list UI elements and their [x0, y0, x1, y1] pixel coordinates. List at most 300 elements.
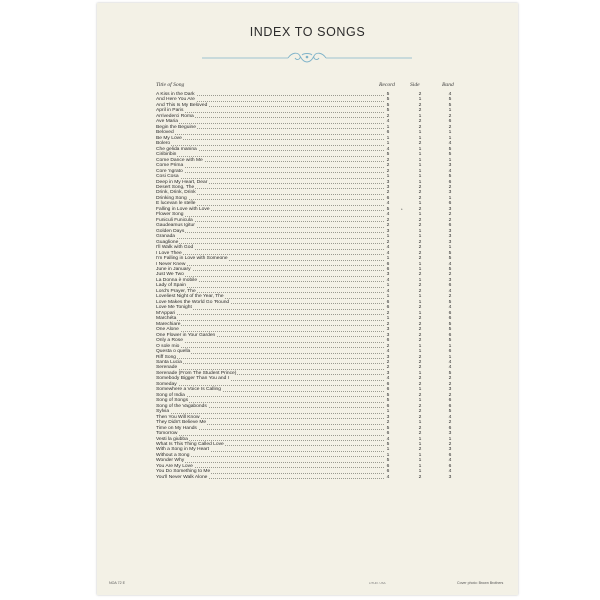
record-number: 2 [386, 359, 390, 365]
side-number: 2 [418, 108, 422, 114]
side-number: 1 [418, 420, 422, 426]
song-title: Come Dance with Me [156, 157, 203, 163]
band-number: 2 [448, 184, 452, 190]
record-number: 2 [386, 343, 390, 349]
leader-dots [156, 156, 384, 157]
side-number: 2 [418, 376, 422, 382]
band-number: 6 [448, 349, 452, 355]
band-number: 3 [448, 190, 452, 196]
leader-dots [156, 325, 384, 326]
band-number: 2 [448, 442, 452, 447]
band-number: 1 [448, 245, 452, 251]
leader-dots [156, 243, 384, 244]
song-title: M'Appari [156, 310, 176, 316]
band-number: 6 [448, 403, 452, 409]
side-number: 1 [418, 436, 422, 442]
record-number: 4 [386, 212, 390, 218]
leader-dots [156, 402, 384, 403]
song-title: With a Song in My Heart [156, 447, 210, 453]
song-title: Only a Rose [156, 338, 183, 344]
band-number: 1 [448, 157, 452, 163]
record-number: 1 [386, 294, 390, 300]
song-title: Santa Lucia [156, 359, 182, 365]
side-number: 2 [418, 245, 422, 251]
band-number: 6 [448, 332, 452, 338]
song-title: Funiculi Funicula [156, 217, 193, 223]
side-number: 2 [418, 409, 422, 415]
side-number: 1 [418, 157, 422, 163]
band-number: 6 [448, 310, 452, 316]
record-number: 5 [386, 108, 390, 114]
record-number: 1 [386, 452, 390, 458]
song-title: Serenade (From The Student Prince) [156, 370, 237, 376]
band-number: 6 [448, 119, 452, 125]
band-number: 4 [448, 168, 452, 174]
leader-dots [156, 435, 384, 436]
song-title: April in Paris [156, 108, 184, 114]
side-number: 1 [418, 228, 422, 234]
record-number: 3 [386, 179, 390, 185]
song-title: Marechiare [156, 321, 181, 327]
column-header-side: Side [410, 82, 420, 88]
band-number: 6 [448, 179, 452, 185]
song-title: Somebody Bigger Than You and I [156, 376, 230, 382]
record-number: 2 [386, 113, 390, 119]
record-number: 3 [386, 272, 390, 278]
band-number: 2 [448, 113, 452, 119]
band-number: 6 [448, 452, 452, 458]
side-number: 1 [418, 130, 422, 136]
side-number: 1 [418, 469, 422, 475]
record-number: 1 [386, 409, 390, 415]
side-number: 1 [418, 370, 422, 376]
band-number: 3 [448, 206, 452, 212]
song-title: Begin the Beguine [156, 124, 196, 130]
song-title: Falling in Love with Love [156, 206, 210, 212]
leader-dots [156, 254, 384, 255]
song-title: Serenade [156, 365, 178, 371]
leader-dots [156, 358, 384, 359]
side-number: 2 [418, 102, 422, 108]
leader-dots [156, 112, 384, 113]
record-number: 2 [386, 163, 390, 169]
side-number: 1 [418, 168, 422, 174]
record-number: 4 [386, 119, 390, 125]
side-number: 2 [418, 223, 422, 229]
leader-dots [156, 134, 384, 135]
side-number: 2 [418, 316, 422, 322]
side-number: 2 [418, 141, 422, 147]
record-number: 6 [386, 469, 390, 475]
side-number: 1 [418, 179, 422, 185]
side-number: 2 [418, 414, 422, 420]
record-number: 6 [386, 195, 390, 201]
record-number: 4 [386, 376, 390, 382]
band-number: 4 [448, 288, 452, 294]
side-number: 1 [418, 349, 422, 355]
side-number: 1 [418, 343, 422, 349]
band-number: 3 [448, 228, 452, 234]
band-number: 4 [448, 359, 452, 365]
band-number: 5 [448, 97, 452, 103]
band-number: 5 [448, 152, 452, 158]
song-title: Sylvia [156, 409, 170, 415]
band-number: 5 [448, 321, 452, 327]
record-number: 5 [386, 425, 390, 431]
band-number: 6 [448, 425, 452, 431]
side-number: 2 [418, 425, 422, 431]
side-number: 2 [418, 338, 422, 344]
side-number: 2 [418, 431, 422, 437]
side-number: 2 [418, 321, 422, 327]
leader-dots [156, 369, 384, 370]
song-title: Che gelida manina [156, 146, 197, 152]
band-number: 1 [448, 343, 452, 349]
side-number: 2 [418, 474, 422, 480]
record-number: 3 [386, 184, 390, 190]
side-number: 2 [418, 403, 422, 409]
song-title: Drink, Drink, Drink [156, 190, 196, 196]
band-number: 1 [448, 135, 452, 141]
record-number: 4 [386, 146, 390, 152]
side-number: 1 [418, 212, 422, 218]
band-number: 1 [448, 195, 452, 201]
leader-dots [156, 265, 384, 266]
song-title: I Never Knew [156, 261, 186, 267]
band-number: 2 [448, 212, 452, 218]
band-number: 4 [448, 458, 452, 464]
record-number: 4 [386, 288, 390, 294]
side-number: 2 [418, 206, 422, 212]
song-title: You Do Something to Me [156, 469, 211, 475]
leader-dots [156, 238, 384, 239]
record-number: 5 [386, 442, 390, 447]
side-number: 2 [418, 250, 422, 256]
band-number: 5 [448, 338, 452, 344]
side-number: 2 [418, 283, 422, 289]
band-number: 2 [448, 217, 452, 223]
column-header-band: Band [442, 82, 454, 88]
side-number: 1 [418, 97, 422, 103]
side-number: 2 [418, 217, 422, 223]
song-title: Ave Maria [156, 119, 178, 125]
record-number: 3 [386, 414, 390, 420]
song-title: Love Makes the World Go 'Round [156, 299, 230, 305]
side-number: 2 [418, 239, 422, 245]
band-number: 3 [448, 239, 452, 245]
side-number: 1 [418, 174, 422, 180]
record-number: 6 [386, 431, 390, 437]
record-number: 5 [386, 398, 390, 404]
band-number: 2 [448, 272, 452, 278]
band-number: 5 [448, 370, 452, 376]
side-number: 1 [418, 152, 422, 158]
side-number: 1 [418, 299, 422, 305]
song-title: Guaglione [156, 239, 179, 245]
side-number: 1 [418, 277, 422, 283]
band-number: 3 [448, 387, 452, 393]
record-number: 1 [386, 447, 390, 453]
band-number: 2 [448, 294, 452, 300]
record-number: 2 [386, 420, 390, 426]
record-number: 1 [386, 234, 390, 240]
leader-dots [156, 216, 384, 217]
side-number: 2 [418, 256, 422, 262]
record-number: 3 [386, 354, 390, 360]
record-number: 1 [386, 141, 390, 147]
record-number: 2 [386, 310, 390, 316]
side-number: 1 [418, 146, 422, 152]
band-number: 3 [448, 234, 452, 240]
side-number: 2 [418, 190, 422, 196]
record-number: 2 [386, 239, 390, 245]
band-number: 5 [448, 267, 452, 272]
side-number: 1 [418, 458, 422, 464]
scroll-flourish-icon [202, 50, 412, 66]
leader-dots [156, 167, 384, 168]
record-number: 5 [386, 458, 390, 464]
side-number: 2 [418, 365, 422, 371]
side-number: 1 [418, 201, 422, 207]
song-title: And Here You Are [156, 97, 195, 103]
song-title: Drinking Song [156, 195, 187, 201]
song-row [156, 475, 476, 480]
song-title: Song of the Vagabonds [156, 403, 207, 409]
song-title: Somewhere a Voice Is Calling [156, 387, 221, 393]
leader-dots [156, 145, 384, 146]
song-title: Lord's Prayer, The [156, 288, 196, 294]
side-number: 1 [418, 463, 422, 469]
side-number: 1 [418, 387, 422, 393]
leader-dots [156, 440, 384, 441]
side-number: 1 [418, 261, 422, 267]
band-number: 5 [448, 409, 452, 415]
record-number: 6 [386, 299, 390, 305]
band-number: 1 [448, 354, 452, 360]
song-title: Granada [156, 234, 176, 240]
band-number: 5 [448, 146, 452, 152]
leader-dots [156, 139, 384, 140]
record-number: 1 [386, 124, 390, 130]
band-number: 1 [448, 108, 452, 114]
song-title: Without a Song [156, 452, 190, 458]
record-number: 2 [386, 217, 390, 223]
record-number: 6 [386, 267, 390, 272]
band-number: 2 [448, 124, 452, 130]
band-number: 4 [448, 469, 452, 475]
song-title: Deep in My Heart, Dear [156, 179, 208, 185]
band-number: 6 [448, 463, 452, 469]
record-number: 3 [386, 332, 390, 338]
song-title: Core 'ngrato [156, 168, 183, 174]
side-number: 2 [418, 124, 422, 130]
side-number: 1 [418, 113, 422, 119]
side-number: 2 [418, 332, 422, 338]
song-title: And This Is My Beloved [156, 102, 208, 108]
print-note: LITHO. USA [369, 581, 386, 585]
band-number: 5 [448, 250, 452, 256]
leader-dots [156, 396, 384, 397]
leader-dots [156, 320, 384, 321]
record-number: 6 [386, 305, 390, 311]
record-number: 4 [386, 474, 390, 480]
band-number: 6 [448, 223, 452, 229]
side-number: 1 [418, 398, 422, 404]
leader-dots [156, 232, 384, 233]
leader-dots [156, 413, 384, 414]
song-title: Be My Love [156, 135, 182, 141]
side-number: 2 [418, 272, 422, 278]
leader-dots [156, 287, 384, 288]
record-number: 2 [386, 157, 390, 163]
band-number: 6 [448, 201, 452, 207]
record-number: 2 [386, 223, 390, 229]
page-title: INDEX TO SONGS [249, 25, 366, 39]
band-number: 2 [448, 392, 452, 398]
leader-dots [156, 314, 384, 315]
record-number: 4 [386, 436, 390, 442]
song-title: They Didn't Believe Me [156, 420, 207, 426]
song-title: I'll Walk with God [156, 245, 194, 251]
song-title: E lucevan le stelle [156, 201, 196, 207]
song-title: Desert Song, The [156, 184, 195, 190]
song-title: You Are My Love [156, 463, 193, 469]
band-number: 4 [448, 261, 452, 267]
record-number: 6 [386, 403, 390, 409]
song-title: Just We Two [156, 272, 184, 278]
song-title: Golden Days [156, 228, 185, 234]
record-number: 6 [386, 463, 390, 469]
song-title: One Alone [156, 327, 179, 333]
record-number: 5 [386, 206, 390, 212]
band-number: 1 [448, 130, 452, 136]
band-number: 4 [448, 414, 452, 420]
record-number: 5 [386, 102, 390, 108]
record-number: 4 [386, 277, 390, 283]
side-number: 1 [418, 294, 422, 300]
side-number: 2 [418, 327, 422, 333]
song-title: Questa o quella [156, 349, 191, 355]
leader-dots [156, 342, 384, 343]
side-number: 2 [418, 447, 422, 453]
leader-dots [156, 363, 384, 364]
side-number: 2 [418, 119, 422, 125]
song-title: I Love Thee [156, 250, 182, 256]
band-number: 4 [448, 141, 452, 147]
band-number: 6 [448, 316, 452, 322]
song-title: Ciribiribin [156, 152, 177, 158]
song-title: Bolero [156, 141, 171, 147]
band-number: 3 [448, 447, 452, 453]
record-number: 1 [386, 316, 390, 322]
record-number: 6 [386, 338, 390, 344]
record-number: 6 [386, 387, 390, 393]
song-title: Gaudeamus Igitur [156, 223, 195, 229]
song-title: Beloved [156, 130, 174, 136]
record-number: 5 [386, 392, 390, 398]
side-number: 1 [418, 135, 422, 141]
song-title: Song of India [156, 392, 185, 398]
side-number: 2 [418, 195, 422, 201]
side-number: 2 [418, 354, 422, 360]
record-number: 4 [386, 250, 390, 256]
band-number: 6 [448, 398, 452, 404]
side-number: 2 [418, 305, 422, 311]
record-number: 2 [386, 168, 390, 174]
side-number: 2 [418, 392, 422, 398]
record-number: 3 [386, 370, 390, 376]
song-title: Arrivederci Roma [156, 113, 194, 119]
song-title: Time on My Hands [156, 425, 197, 431]
band-number: 1 [448, 436, 452, 442]
side-number: 1 [418, 163, 422, 169]
song-title: O sole mio [156, 343, 180, 349]
record-number: 6 [386, 261, 390, 267]
record-number: 5 [386, 152, 390, 158]
band-number: 3 [448, 431, 452, 437]
leader-dots [156, 462, 384, 463]
song-title: Marchéta [156, 316, 177, 322]
record-number: 3 [386, 228, 390, 234]
song-title: Then You Will Know [156, 414, 200, 420]
leader-dots [156, 178, 384, 179]
band-number: 3 [448, 474, 452, 480]
song-title: Riff Song [156, 354, 177, 360]
record-number: 1 [386, 256, 390, 262]
band-number: 5 [448, 299, 452, 305]
song-title: You'll Never Walk Alone [156, 474, 208, 480]
leader-dots [156, 331, 384, 332]
song-title: La Donna è mobile [156, 277, 198, 283]
leader-dots [156, 276, 384, 277]
song-title: Someday [156, 381, 177, 387]
band-number: 5 [448, 327, 452, 333]
record-number: 2 [386, 321, 390, 327]
side-number: 2 [418, 381, 422, 387]
photo-credit: Cover photo: Brown Brothers [457, 581, 504, 585]
song-title: Lady of Spain [156, 283, 186, 289]
song-list [156, 92, 476, 480]
record-number: 1 [386, 174, 390, 180]
song-title: Cosi Cosa [156, 174, 179, 180]
record-number: 6 [386, 381, 390, 387]
column-header-title: Title of Song [156, 82, 185, 88]
band-number: 4 [448, 365, 452, 371]
catalog-number: NOA 72 E [109, 581, 125, 585]
band-number: 3 [448, 277, 452, 283]
band-number: 2 [448, 381, 452, 387]
record-number: 4 [386, 201, 390, 207]
record-number: 5 [386, 97, 390, 103]
song-title: Love Me Tonight [156, 305, 192, 311]
marker: * [401, 206, 403, 212]
side-number: 2 [418, 92, 422, 97]
leader-dots [156, 123, 384, 124]
side-number: 2 [418, 184, 422, 190]
band-number: 2 [448, 420, 452, 426]
side-number: 1 [418, 310, 422, 316]
side-number: 1 [418, 267, 422, 272]
record-number: 4 [386, 349, 390, 355]
index-page [97, 3, 518, 595]
side-number: 2 [418, 359, 422, 365]
leader-dots [156, 172, 384, 173]
band-number: 4 [448, 92, 452, 97]
song-title: One Flower in Your Garden [156, 332, 216, 338]
record-number: 2 [386, 190, 390, 196]
record-number: 1 [386, 283, 390, 289]
record-number: 3 [386, 327, 390, 333]
